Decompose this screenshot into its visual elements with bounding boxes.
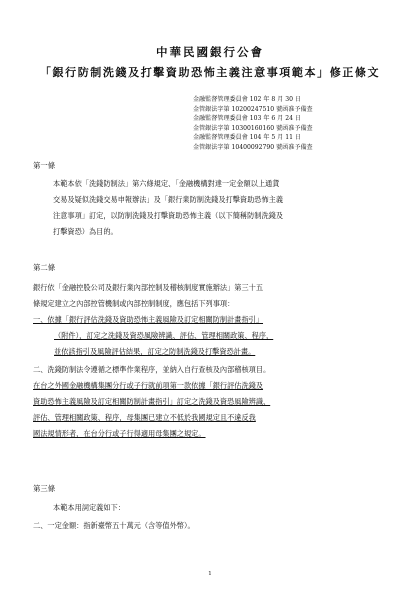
article-heading: 第一條 <box>33 161 56 170</box>
approval-records <box>193 95 418 153</box>
article-line: 本範本依「洗錢防制法」第六條規定、「金融機構對達一定金額以上通貨 <box>53 179 280 188</box>
article-item-line: 並依該指引及風險評估結果，訂定之防制洗錢及打擊資恐計畫。 <box>54 347 256 356</box>
approval-line: 金管銀法字第 10300160160 號函准予備查 <box>193 124 313 132</box>
article-line: 評估、管理相關政策、程序，母集團已建立不低於我國規定且不違反我 <box>33 413 256 422</box>
organization-name: 中華民國銀行公會 <box>156 45 264 59</box>
approval-line: 金管銀法字第 10200247510 號函准予備查 <box>193 105 313 113</box>
article-line: 在台之外國金融機構集團分行或子行就前項第一款依據「銀行評估洗錢及 <box>33 381 264 390</box>
article-line: 本範本用詞定義如下： <box>53 503 125 512</box>
article-line: 交易及疑似洗錢交易申報辦法」及「銀行業防制洗錢及打擊資助恐怖主義 <box>53 195 284 204</box>
article-item-line: 二、一定金額：指新臺幣五十萬元（含等值外幣）。 <box>33 521 195 530</box>
article-heading: 第二條 <box>33 263 56 272</box>
article-line: 打擊資恐）為目的。 <box>53 227 118 236</box>
article-line: 資助恐怖主義風險及訂定相關防制計畫指引」訂定之洗錢及資恐風險辨識、 <box>33 397 271 406</box>
approval-line: 金融監督管理委員會 104 年 5 月 11 日 <box>193 134 302 142</box>
article-line: 注意事項」訂定，以防制洗錢及打擊資助恐怖主義（以下簡稱防制洗錢及 <box>53 211 284 220</box>
article-line: 銀行依「金融控股公司及銀行業內部控制及稽核制度實施辦法」第三十五 <box>33 283 264 292</box>
approval-line: 金管銀法字第 10400092790 號函准予備查 <box>193 143 313 151</box>
approval-line: 金融監督管理委員會 103 年 6 月 24 日 <box>193 115 302 123</box>
article-item-line: 一、依據「銀行評估洗錢及資助恐怖主義風險及訂定相關防制計畫指引」 <box>33 315 264 324</box>
page-number: 1 <box>208 571 212 577</box>
document-title: 「銀行防制洗錢及打擊資助恐怖主義注意事項範本」修正條文 <box>39 66 381 79</box>
article-item-line: 二、洗錢防制法令遵循之標準作業程序，並納入自行查核及內部稽核項目。 <box>33 365 271 374</box>
approval-line: 金融監督管理委員會 102 年 8 月 30 日 <box>193 96 302 103</box>
article-heading: 第三條 <box>33 484 56 493</box>
article-item-line: （附件），訂定之洗錢及資恐風險辨識、評估、管理相關政策、程序， <box>54 331 274 340</box>
article-line: 國法規情形者，在台分行或子行得適用母集團之規定。 <box>33 429 206 438</box>
article-line: 條規定建立之內部控管機制或內部控制制度，應包括下列事項： <box>33 299 235 308</box>
